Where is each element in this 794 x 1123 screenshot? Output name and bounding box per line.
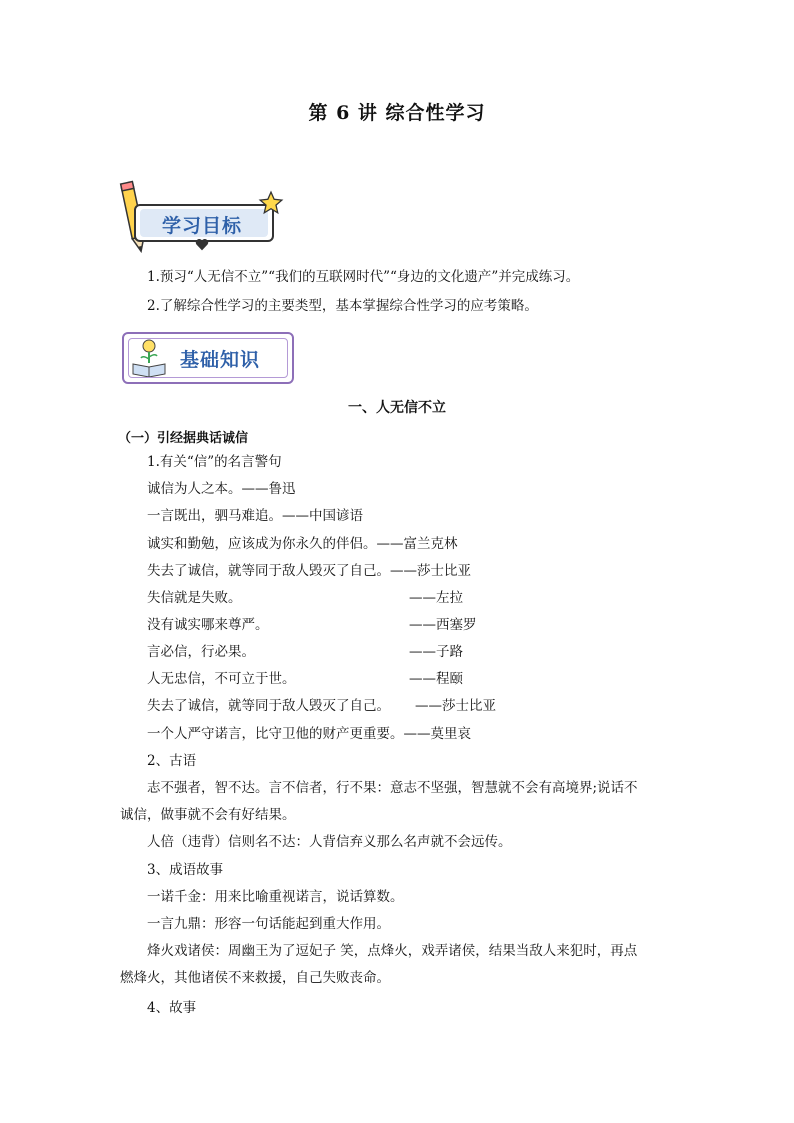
idiom-item: 一言九鼎：形容一句话能起到重大作用。 xyxy=(147,916,390,932)
idiom-heading: 3、成语故事 xyxy=(147,862,224,878)
heart-icon xyxy=(195,238,209,251)
basics-banner xyxy=(122,332,294,384)
story-heading: 4、故事 xyxy=(147,1000,197,1016)
quote-line: 一个人严守诺言，比守卫他的财产更重要。——莫里哀 xyxy=(147,726,471,742)
section-title: 一、人无信不立 xyxy=(348,400,446,416)
quote-author: ——左拉 xyxy=(409,590,463,606)
book-lightbulb-icon xyxy=(130,337,168,377)
basics-banner-label: 基础知识 xyxy=(180,349,261,371)
goal-item-2: 2.了解综合性学习的主要类型，基本掌握综合性学习的应考策略。 xyxy=(147,298,538,314)
quote-line: 诚实和勤勉，应该成为你永久的伴侣。——富兰克林 xyxy=(147,536,458,552)
quote-text: 言必信，行必果。 xyxy=(147,644,255,660)
ancient-paragraph: 志不强者，智不达。言不信者，行不果：意志不坚强，智慧就不会有高境界;说话不诚信，做事就不会有好结果。 xyxy=(120,780,638,823)
ancient-heading: 2、古语 xyxy=(147,753,197,769)
idiom-item: 烽火戏诸侯：周幽王为了逗妃子 笑，点烽火，戏弄诸侯，结果当敌人来犯时，再点燃烽火，其他诸侯不来救援，自己失败丧命。 xyxy=(120,943,638,986)
quote-text: 失信就是失败。 xyxy=(147,590,242,606)
quote-author: ——莎士比亚 xyxy=(415,698,496,714)
goals-banner-box xyxy=(134,204,274,242)
page-title: 第 6 讲 综合性学习 xyxy=(308,102,486,124)
quote-text: 失去了诚信，就等同于敌人毁灭了自己。 xyxy=(147,698,390,714)
quote-text: 人无忠信，不可立于世。 xyxy=(147,671,296,687)
quote-author: ——子路 xyxy=(409,644,463,660)
quote-author: ——程颐 xyxy=(409,671,463,687)
quote-text: 没有诚实哪来尊严。 xyxy=(147,617,269,633)
quotes-heading: 1.有关“信”的名言警句 xyxy=(147,454,282,470)
quote-author: ——西塞罗 xyxy=(409,617,477,633)
quote-line: 失去了诚信，就等同于敌人毁灭了自己。——莎士比亚 xyxy=(147,563,471,579)
quote-line: 诚信为人之本。——鲁迅 xyxy=(147,481,296,497)
goals-banner-label: 学习目标 xyxy=(162,215,243,237)
star-icon xyxy=(258,190,284,216)
basics-banner-box xyxy=(122,332,294,384)
goals-banner xyxy=(118,178,288,256)
goal-item-1: 1.预习“人无信不立”“我们的互联网时代”“身边的文化遗产”并完成练习。 xyxy=(147,269,580,285)
quote-line: 一言既出，驷马难追。——中国谚语 xyxy=(147,508,363,524)
subsection-title: （一）引经据典话诚信 xyxy=(118,431,249,446)
ancient-paragraph: 人倍（违背）信则名不达：人背信弃义那么名声就不会远传。 xyxy=(147,834,512,850)
idiom-item: 一诺千金：用来比喻重视诺言，说话算数。 xyxy=(147,889,404,905)
